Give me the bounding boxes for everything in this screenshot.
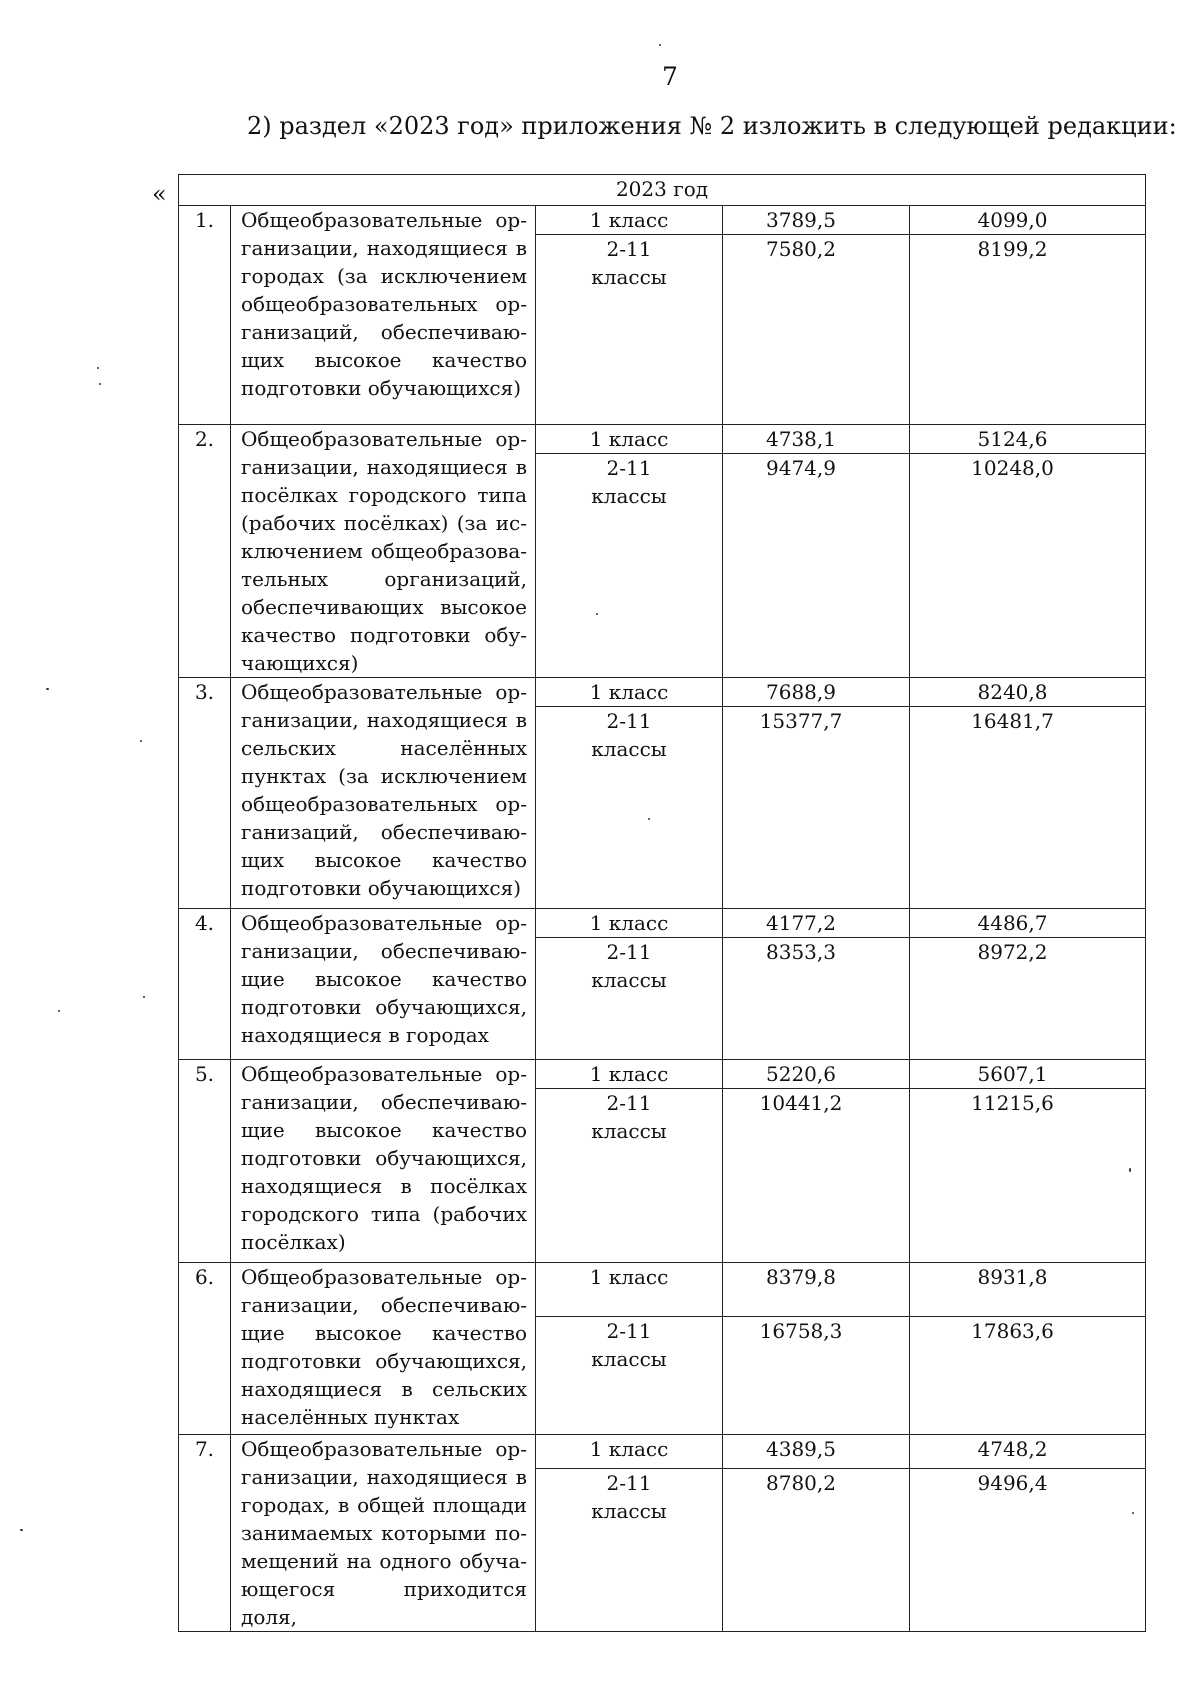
- description-line: Общеобразовательные ор-: [241, 208, 527, 232]
- scan-speck: [97, 367, 99, 369]
- class-label-line: классы: [591, 1499, 667, 1524]
- value-increased: 5607,1: [910, 1060, 1146, 1089]
- value-base: 7580,2: [723, 235, 910, 425]
- class-label-2-11: [536, 1317, 723, 1435]
- description-line: находящиеся в сельских: [241, 1377, 527, 1401]
- description-line: мещений на одного обуча-: [241, 1549, 527, 1573]
- scan-speck: [648, 818, 650, 820]
- year-header-row: [179, 175, 1146, 206]
- value-base: 9474,9: [723, 454, 910, 678]
- value-base: 4177,2: [723, 909, 910, 938]
- description-line: пунктах (за исключением: [241, 764, 527, 788]
- class-label-line: 2-11: [606, 237, 652, 261]
- description-line: ганизации, находящиеся в: [241, 236, 527, 260]
- value-base: 5220,6: [723, 1060, 910, 1089]
- row-number: 1.: [179, 206, 231, 425]
- value-base: 4389,5: [723, 1435, 910, 1469]
- row-number: 2.: [179, 425, 231, 678]
- class-label-2-11: [536, 454, 723, 678]
- value-increased: 10248,0: [910, 454, 1146, 678]
- row-number: 4.: [179, 909, 231, 1060]
- class-label-1: 1 класс: [536, 1435, 723, 1469]
- row-number: 6.: [179, 1263, 231, 1435]
- description-line: ганизации, обеспечиваю-: [241, 1090, 527, 1114]
- class-label-line: классы: [591, 968, 667, 992]
- description-line: тельных организаций,: [241, 567, 527, 591]
- class-label-1: 1 класс: [536, 678, 723, 707]
- class-label-line: классы: [591, 1347, 667, 1371]
- class-label-line: классы: [591, 484, 667, 509]
- value-base: 8353,3: [723, 938, 910, 1060]
- class-label-line: классы: [591, 265, 667, 289]
- scan-speck: [1132, 1512, 1134, 1514]
- description-line: щих высокое качество: [241, 848, 527, 872]
- class-label-1: 1 класс: [536, 206, 723, 235]
- class-label-1: 1 класс: [536, 1060, 723, 1089]
- description-line: подготовки обучающихся): [241, 376, 521, 400]
- row-description: [231, 425, 536, 678]
- value-base: 8379,8: [723, 1263, 910, 1317]
- class-label-line: 2-11: [606, 940, 652, 964]
- year-header: 2023 год: [179, 175, 1146, 206]
- description-line: ганизации, находящиеся в: [241, 1465, 527, 1489]
- table-row: [179, 425, 1146, 454]
- row-description: [231, 909, 536, 1060]
- description-line: находящиеся в посёлках: [241, 1174, 527, 1198]
- class-label-line: 2-11: [606, 1319, 652, 1343]
- description-line: Общеобразовательные ор-: [241, 427, 527, 451]
- description-line: населённых пунктах: [241, 1405, 460, 1429]
- value-base: 15377,7: [723, 707, 910, 909]
- row-number: 7.: [179, 1435, 231, 1632]
- value-base: 10441,2: [723, 1089, 910, 1263]
- description-line: щие высокое качество: [241, 1321, 527, 1345]
- description-line: подготовки обучающихся): [241, 876, 521, 900]
- description-line: ключением общеобразова-: [241, 539, 527, 563]
- description-line: городского типа (рабочих: [241, 1202, 527, 1226]
- scan-speck: [99, 383, 101, 385]
- description-line: ганизаций, обеспечиваю-: [241, 820, 527, 844]
- table-row: [179, 909, 1146, 938]
- class-label-2-11: [536, 235, 723, 425]
- page-number: 7: [662, 62, 678, 91]
- description-line: Общеобразовательные ор-: [241, 1265, 527, 1289]
- description-line: Общеобразовательные ор-: [241, 680, 527, 704]
- description-line: Общеобразовательные ор-: [241, 1062, 527, 1086]
- class-label-1: 1 класс: [536, 1263, 723, 1317]
- value-base: 4738,1: [723, 425, 910, 454]
- table-body: [179, 175, 1146, 1632]
- value-base: 8780,2: [723, 1469, 910, 1632]
- description-line: посёлках городского типа: [241, 483, 527, 507]
- table-wrap: [178, 174, 1145, 1632]
- description-line: посёлках): [241, 1230, 346, 1254]
- description-line: качество подготовки обу-: [241, 623, 527, 647]
- description-line: общеобразовательных ор-: [241, 792, 527, 816]
- description-line: занимаемых которыми по-: [241, 1521, 527, 1545]
- class-label-2-11: [536, 1089, 723, 1263]
- scan-speck: [659, 44, 661, 46]
- description-line: общеобразовательных ор-: [241, 292, 527, 316]
- description-line: сельских населённых: [241, 736, 527, 760]
- table-row: [179, 1263, 1146, 1317]
- class-label-line: 2-11: [606, 456, 652, 481]
- table-row: [179, 1435, 1146, 1469]
- description-line: находящиеся в городах: [241, 1023, 489, 1047]
- class-label-line: 2-11: [606, 709, 652, 733]
- description-line: ющегося приходится доля,: [241, 1577, 527, 1629]
- class-label-line: 2-11: [606, 1091, 652, 1115]
- class-label-line: 2-11: [606, 1471, 652, 1496]
- description-line: (рабочих посёлках) (за ис-: [241, 511, 527, 535]
- description-line: Общеобразовательные ор-: [241, 911, 527, 935]
- scan-speck: [1129, 1168, 1131, 1172]
- value-increased: 8931,8: [910, 1263, 1146, 1317]
- class-label-2-11: [536, 938, 723, 1060]
- value-increased: 4486,7: [910, 909, 1146, 938]
- value-increased: 9496,4: [910, 1469, 1146, 1632]
- class-label-line: классы: [591, 737, 667, 761]
- description-line: городах (за исключением: [241, 264, 527, 288]
- row-description: [231, 1435, 536, 1632]
- intro-text: 2) раздел «2023 год» приложения № 2 изложить в следующей редакции:: [247, 112, 1177, 140]
- value-increased: 4748,2: [910, 1435, 1146, 1469]
- value-increased: 8240,8: [910, 678, 1146, 707]
- class-label-1: 1 класс: [536, 425, 723, 454]
- value-base: 3789,5: [723, 206, 910, 235]
- class-label-line: классы: [591, 1119, 667, 1143]
- scan-speck: [58, 1010, 60, 1012]
- rates-table: [178, 174, 1146, 1632]
- scan-speck: [143, 996, 145, 998]
- row-description: [231, 1060, 536, 1263]
- row-description: [231, 1263, 536, 1435]
- value-increased: 5124,6: [910, 425, 1146, 454]
- class-label-2-11: [536, 707, 723, 909]
- class-label-1: 1 класс: [536, 909, 723, 938]
- row-description: [231, 678, 536, 909]
- description-line: ганизации, обеспечиваю-: [241, 939, 527, 963]
- description-line: ганизации, находящиеся в: [241, 708, 527, 732]
- description-line: щие высокое качество: [241, 1118, 527, 1142]
- row-description: [231, 206, 536, 425]
- table-row: [179, 1060, 1146, 1089]
- description-line: чающихся): [241, 651, 359, 675]
- value-increased: 11215,6: [910, 1089, 1146, 1263]
- value-increased: 8199,2: [910, 235, 1146, 425]
- row-number: 5.: [179, 1060, 231, 1263]
- table-row: [179, 206, 1146, 235]
- description-line: подготовки обучающихся,: [241, 995, 527, 1019]
- scan-speck: [20, 1529, 23, 1531]
- description-line: ганизаций, обеспечиваю-: [241, 320, 527, 344]
- value-base: 7688,9: [723, 678, 910, 707]
- value-increased: 4099,0: [910, 206, 1146, 235]
- open-quote: «: [152, 180, 167, 208]
- value-increased: 8972,2: [910, 938, 1146, 1060]
- description-line: подготовки обучающихся,: [241, 1146, 527, 1170]
- table-row: [179, 678, 1146, 707]
- scan-speck: [140, 740, 142, 742]
- description-line: обеспечивающих высокое: [241, 595, 527, 619]
- description-line: подготовки обучающихся,: [241, 1349, 527, 1373]
- description-line: щие высокое качество: [241, 967, 527, 991]
- class-label-2-11: [536, 1469, 723, 1632]
- value-increased: 17863,6: [910, 1317, 1146, 1435]
- value-increased: 16481,7: [910, 707, 1146, 909]
- description-line: щих высокое качество: [241, 348, 527, 372]
- description-line: ганизации, находящиеся в: [241, 455, 527, 479]
- description-line: городах, в общей площади: [241, 1493, 527, 1517]
- value-base: 16758,3: [723, 1317, 910, 1435]
- description-line: ганизации, обеспечиваю-: [241, 1293, 527, 1317]
- row-number: 3.: [179, 678, 231, 909]
- description-line: Общеобразовательные ор-: [241, 1437, 527, 1461]
- scan-speck: [46, 688, 49, 690]
- scan-speck: [596, 613, 598, 615]
